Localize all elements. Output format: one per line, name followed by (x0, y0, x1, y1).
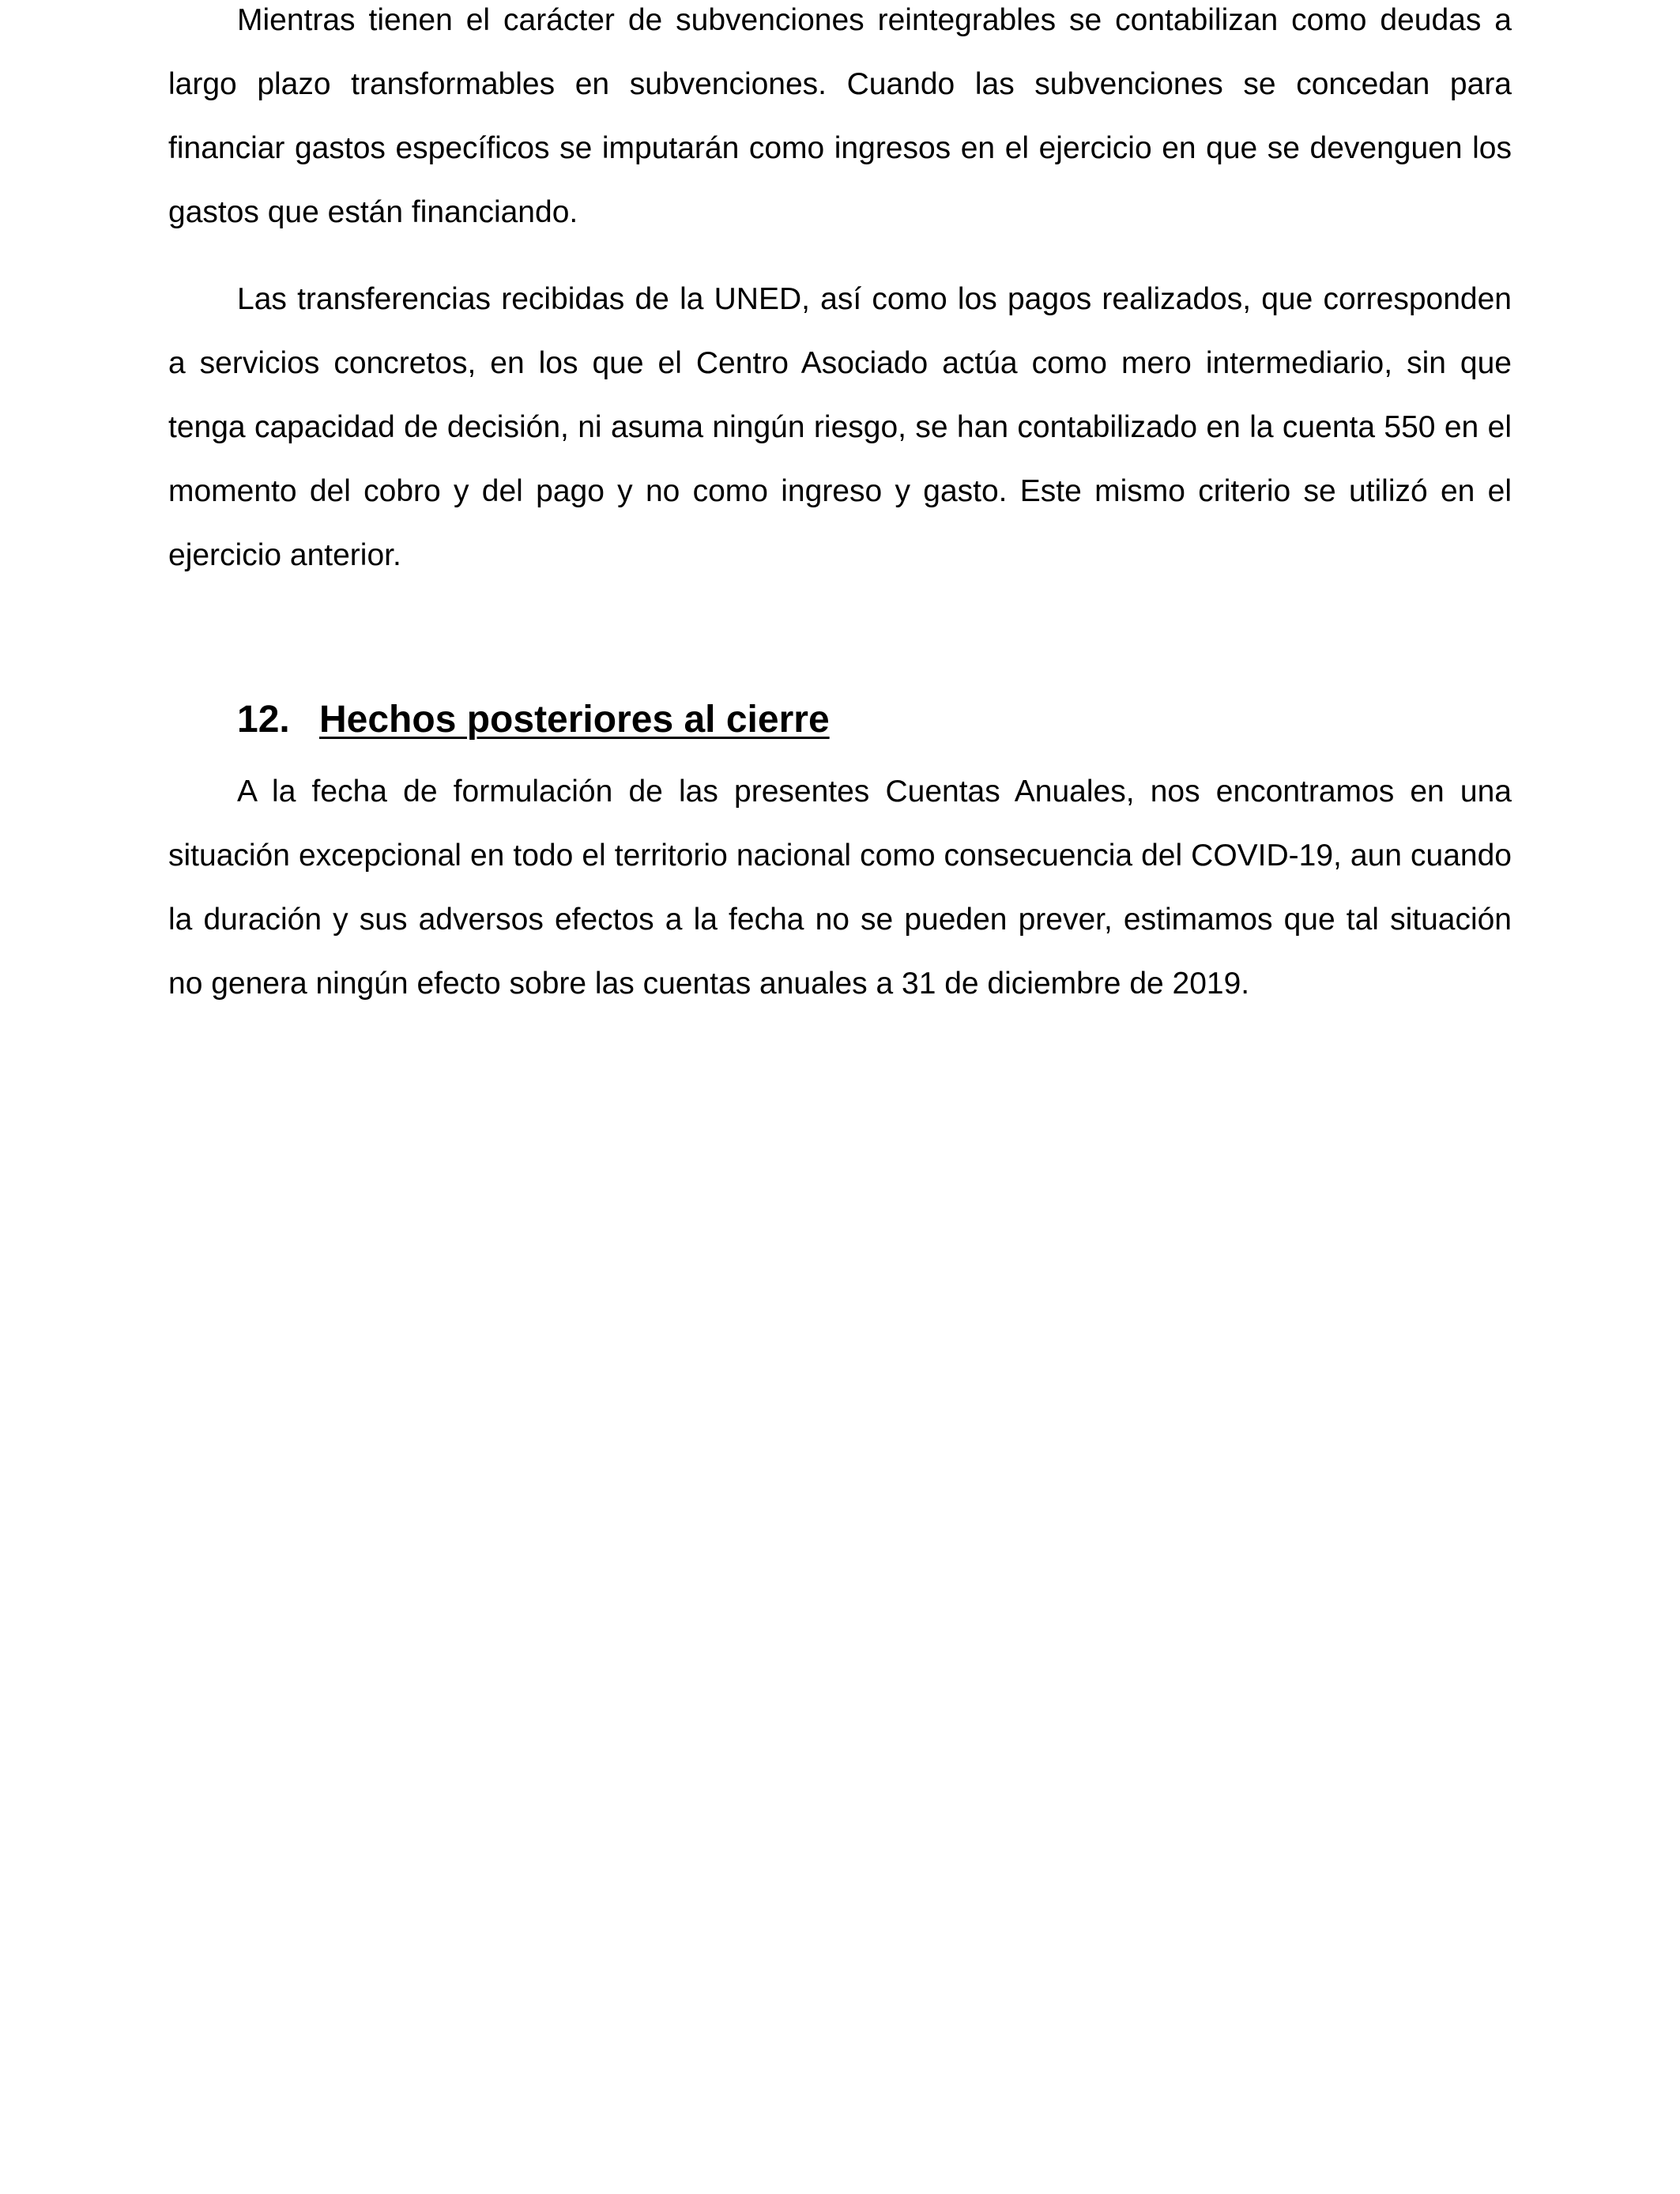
paragraph-subvenciones: Mientras tienen el carácter de subvenciones reintegrables se contabilizan como deudas a largo plazo transformables en subvenciones. Cuando las subvenciones se concedan para financiar gastos específicos se imputarán como ingresos en el ejercicio en que se devenguen los gastos que están financiando. (168, 3, 1512, 229)
section-title: Hechos posteriores al cierre (319, 699, 830, 741)
paragraph-transferencias: Las transferencias recibidas de la UNED, así como los pagos realizados, que corresponden a servicios concretos, en los que el Centro Asociado actúa como mero intermediario, sin que tenga capacidad de decisión, ni asuma ningún riesgo, se han contabilizado en la cuenta 550 en el momento del cobro y del pago y no como ingreso y gasto. Este mismo criterio se utilizó en el ejercicio anterior. (168, 282, 1512, 572)
document-page (168, 0, 1512, 1016)
section-number: 12. (237, 699, 290, 741)
section-heading (168, 696, 1512, 744)
paragraph-hechos-posteriores: A la fecha de formulación de las presentes Cuentas Anuales, nos encontramos en una situación excepcional en todo el territorio nacional como consecuencia del COVID-19, aun cuando la duración y sus adversos efectos a la fecha no se pueden prever, estimamos que tal situación no genera ningún efecto sobre las cuentas anuales a 31 de diciembre de 2019. (168, 775, 1512, 1001)
